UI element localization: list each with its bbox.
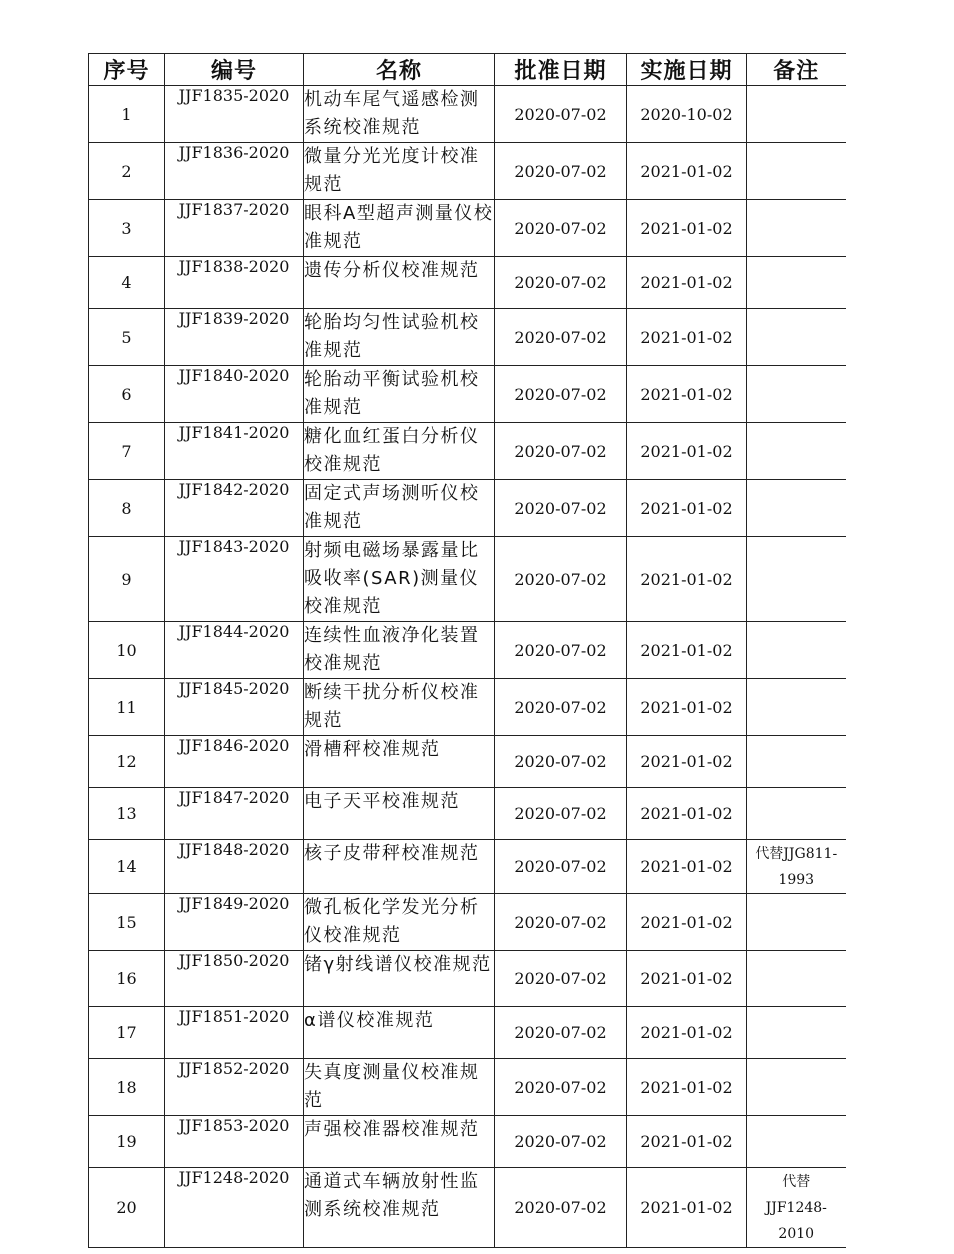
row-implement-date: 2021-01-02 — [627, 480, 747, 537]
row-approve-date: 2020-07-02 — [495, 736, 627, 788]
row-note — [747, 537, 846, 622]
table-row — [89, 1059, 846, 1116]
row-seq: 4 — [89, 257, 165, 309]
row-approve-date: 2020-07-02 — [495, 257, 627, 309]
row-implement-date: 2021-01-02 — [627, 143, 747, 200]
row-implement-date: 2021-01-02 — [627, 537, 747, 622]
table-row — [89, 86, 846, 143]
row-code: JJF1837-2020 — [165, 200, 304, 257]
row-approve-date: 2020-07-02 — [495, 537, 627, 622]
row-name: 断续干扰分析仪校准规范 — [304, 679, 495, 736]
row-name: 锗γ射线谱仪校准规范 — [304, 951, 495, 1007]
row-name: 连续性血液净化装置校准规范 — [304, 622, 495, 679]
row-code: JJF1852-2020 — [165, 1059, 304, 1116]
row-approve-date: 2020-07-02 — [495, 200, 627, 257]
table-row — [89, 622, 846, 679]
row-approve-date: 2020-07-02 — [495, 788, 627, 840]
table-row — [89, 894, 846, 951]
row-implement-date: 2021-01-02 — [627, 200, 747, 257]
row-name: 遗传分析仪校准规范 — [304, 257, 495, 309]
row-note — [747, 86, 846, 143]
table-row — [89, 366, 846, 423]
row-code: JJF1849-2020 — [165, 894, 304, 951]
row-code: JJF1850-2020 — [165, 951, 304, 1007]
row-implement-date: 2021-01-02 — [627, 736, 747, 788]
table-row — [89, 143, 846, 200]
row-implement-date: 2021-01-02 — [627, 1116, 747, 1168]
table-row — [89, 679, 846, 736]
header-approve-date: 批准日期 — [495, 54, 627, 86]
row-note — [747, 1116, 846, 1168]
row-approve-date: 2020-07-02 — [495, 622, 627, 679]
row-approve-date: 2020-07-02 — [495, 1059, 627, 1116]
row-approve-date: 2020-07-02 — [495, 480, 627, 537]
row-approve-date: 2020-07-02 — [495, 86, 627, 143]
row-note — [747, 257, 846, 309]
row-seq: 16 — [89, 951, 165, 1007]
row-implement-date: 2021-01-02 — [627, 1168, 747, 1248]
row-implement-date: 2021-01-02 — [627, 622, 747, 679]
header-row — [89, 54, 846, 86]
row-note — [747, 480, 846, 537]
row-code: JJF1847-2020 — [165, 788, 304, 840]
row-seq: 5 — [89, 309, 165, 366]
row-approve-date: 2020-07-02 — [495, 1168, 627, 1248]
row-approve-date: 2020-07-02 — [495, 366, 627, 423]
row-note — [747, 200, 846, 257]
table-row — [89, 423, 846, 480]
row-code: JJF1845-2020 — [165, 679, 304, 736]
row-note — [747, 894, 846, 951]
row-code: JJF1841-2020 — [165, 423, 304, 480]
table-row — [89, 951, 846, 1007]
row-name: 失真度测量仪校准规范 — [304, 1059, 495, 1116]
row-implement-date: 2021-01-02 — [627, 788, 747, 840]
header-code: 编号 — [165, 54, 304, 86]
row-seq: 11 — [89, 679, 165, 736]
row-code: JJF1846-2020 — [165, 736, 304, 788]
row-code: JJF1835-2020 — [165, 86, 304, 143]
row-seq: 20 — [89, 1168, 165, 1248]
row-implement-date: 2020-10-02 — [627, 86, 747, 143]
row-approve-date: 2020-07-02 — [495, 143, 627, 200]
row-code: JJF1851-2020 — [165, 1007, 304, 1059]
row-seq: 8 — [89, 480, 165, 537]
table-row — [89, 480, 846, 537]
row-implement-date: 2021-01-02 — [627, 309, 747, 366]
table-row — [89, 257, 846, 309]
row-approve-date: 2020-07-02 — [495, 1116, 627, 1168]
row-implement-date: 2021-01-02 — [627, 1007, 747, 1059]
row-implement-date: 2021-01-02 — [627, 679, 747, 736]
row-code: JJF1248-2020 — [165, 1168, 304, 1248]
row-name: 固定式声场测听仪校准规范 — [304, 480, 495, 537]
row-note — [747, 736, 846, 788]
row-name: 微量分光光度计校准规范 — [304, 143, 495, 200]
row-seq: 2 — [89, 143, 165, 200]
row-implement-date: 2021-01-02 — [627, 951, 747, 1007]
row-note — [747, 423, 846, 480]
row-note — [747, 366, 846, 423]
row-seq: 18 — [89, 1059, 165, 1116]
row-seq: 7 — [89, 423, 165, 480]
row-code: JJF1844-2020 — [165, 622, 304, 679]
header-seq: 序号 — [89, 54, 165, 86]
row-note — [747, 840, 846, 894]
row-seq: 3 — [89, 200, 165, 257]
row-approve-date: 2020-07-02 — [495, 423, 627, 480]
row-seq: 10 — [89, 622, 165, 679]
note-line: 2010 — [778, 1225, 815, 1242]
row-approve-date: 2020-07-02 — [495, 894, 627, 951]
row-approve-date: 2020-07-02 — [495, 1007, 627, 1059]
standards-table — [88, 53, 846, 1248]
table-row — [89, 200, 846, 257]
row-code: JJF1840-2020 — [165, 366, 304, 423]
row-seq: 15 — [89, 894, 165, 951]
row-seq: 9 — [89, 537, 165, 622]
row-approve-date: 2020-07-02 — [495, 309, 627, 366]
table-row — [89, 1116, 846, 1168]
row-note — [747, 143, 846, 200]
row-implement-date: 2021-01-02 — [627, 366, 747, 423]
table-row — [89, 788, 846, 840]
row-implement-date: 2021-01-02 — [627, 423, 747, 480]
row-seq: 14 — [89, 840, 165, 894]
row-name: 滑槽秤校准规范 — [304, 736, 495, 788]
row-implement-date: 2021-01-02 — [627, 894, 747, 951]
row-name: 微孔板化学发光分析仪校准规范 — [304, 894, 495, 951]
row-seq: 12 — [89, 736, 165, 788]
row-name: 射频电磁场暴露量比吸收率(SAR)测量仪校准规范 — [304, 537, 495, 622]
row-name: 核子皮带秤校准规范 — [304, 840, 495, 894]
row-approve-date: 2020-07-02 — [495, 679, 627, 736]
row-note — [747, 679, 846, 736]
row-code: JJF1836-2020 — [165, 143, 304, 200]
row-name: 眼科A型超声测量仪校准规范 — [304, 200, 495, 257]
row-implement-date: 2021-01-02 — [627, 257, 747, 309]
row-code: JJF1848-2020 — [165, 840, 304, 894]
table-row — [89, 309, 846, 366]
row-name: 轮胎均匀性试验机校准规范 — [304, 309, 495, 366]
note-line: JJF1248- — [765, 1199, 827, 1216]
header-implement-date: 实施日期 — [627, 54, 747, 86]
note-line: 代替JJG811- — [755, 845, 838, 862]
row-implement-date: 2021-01-02 — [627, 840, 747, 894]
row-name: 轮胎动平衡试验机校准规范 — [304, 366, 495, 423]
row-seq: 17 — [89, 1007, 165, 1059]
row-seq: 13 — [89, 788, 165, 840]
row-note — [747, 788, 846, 840]
row-implement-date: 2021-01-02 — [627, 1059, 747, 1116]
table-row — [89, 1007, 846, 1059]
header-name: 名称 — [304, 54, 495, 86]
row-approve-date: 2020-07-02 — [495, 951, 627, 1007]
row-note — [747, 309, 846, 366]
note-line: 代替 — [782, 1173, 811, 1190]
row-seq: 19 — [89, 1116, 165, 1168]
row-note — [747, 1059, 846, 1116]
row-code: JJF1838-2020 — [165, 257, 304, 309]
row-code: JJF1842-2020 — [165, 480, 304, 537]
row-code: JJF1839-2020 — [165, 309, 304, 366]
row-approve-date: 2020-07-02 — [495, 840, 627, 894]
table-row — [89, 736, 846, 788]
row-seq: 6 — [89, 366, 165, 423]
table-row — [89, 1168, 846, 1248]
row-name: 机动车尾气遥感检测系统校准规范 — [304, 86, 495, 143]
row-note — [747, 622, 846, 679]
row-name: 声强校准器校准规范 — [304, 1116, 495, 1168]
row-name: 通道式车辆放射性监测系统校准规范 — [304, 1168, 495, 1248]
row-name: α谱仪校准规范 — [304, 1007, 495, 1059]
row-name: 电子天平校准规范 — [304, 788, 495, 840]
row-note — [747, 1168, 846, 1248]
row-note — [747, 951, 846, 1007]
row-seq: 1 — [89, 86, 165, 143]
row-code: JJF1843-2020 — [165, 537, 304, 622]
row-note — [747, 1007, 846, 1059]
row-name: 糖化血红蛋白分析仪校准规范 — [304, 423, 495, 480]
row-code: JJF1853-2020 — [165, 1116, 304, 1168]
header-note: 备注 — [747, 54, 846, 86]
table-row — [89, 537, 846, 622]
note-line: 1993 — [778, 871, 815, 888]
table-row — [89, 840, 846, 894]
